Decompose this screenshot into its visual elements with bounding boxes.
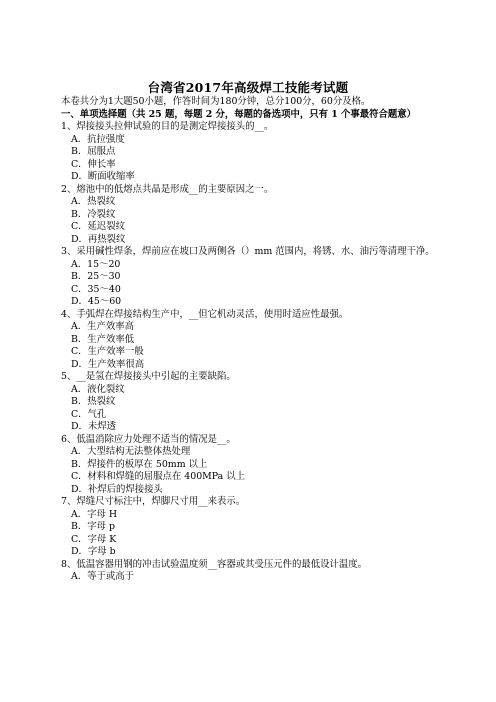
question-text: 4、手弧焊在焊接结构生产中，__但它机动灵活，使用时适应性最强。 (61, 308, 349, 320)
option-c: C．伸长率 (71, 158, 116, 170)
option-d: D．45～60 (71, 296, 122, 307)
section-heading: 一、单项选择题（共 25 题，每题 2 分，每题的备选项中，只有 1 个事最符合题意） (61, 108, 417, 120)
question-text: 6、低温消除应力处理不适当的情况是__。 (61, 433, 236, 445)
option-d: D．补焊后的焊接接头 (71, 483, 163, 495)
option-a: A．生产效率高 (71, 321, 135, 332)
option-d: D．生产效率很高 (71, 358, 145, 370)
option-d: D．再热裂纹 (71, 233, 126, 245)
option-a: A．字母 H (71, 508, 118, 520)
option-a: A．等于或高于 (71, 571, 135, 582)
question-block-3 (61, 246, 436, 309)
option-b: B．热裂纹 (71, 396, 116, 407)
question-block-5 (61, 371, 436, 434)
question-text: 5、__是氢在焊接接头中引起的主要缺陷。 (61, 371, 236, 382)
option-a: A．大型结构无法整体热处理 (71, 446, 191, 457)
question-block-8 (61, 559, 436, 584)
exam-content (61, 96, 436, 584)
option-b: B．字母 p (71, 521, 115, 532)
option-c: C．材料和焊缝的屈服点在 400MPa 以上 (71, 471, 245, 482)
option-b: B．生产效率低 (71, 333, 135, 345)
option-a: A．热裂纹 (71, 196, 116, 207)
option-c: C．生产效率一般 (71, 346, 144, 357)
option-a: A．液化裂纹 (71, 383, 125, 395)
option-b: B．焊接件的板厚在 50mm 以上 (71, 458, 208, 470)
option-c: C．气孔 (71, 408, 107, 420)
question-text: 3、采用碱性焊条，焊前应在坡口及两侧各（）mm 范围内，将锈、水、油污等清理干净。 (61, 246, 435, 257)
option-b: B．屈服点 (71, 146, 116, 157)
option-c: C．字母 K (71, 533, 117, 545)
question-block-7 (61, 496, 436, 559)
question-block-1 (61, 121, 436, 184)
option-b: B．冷裂纹 (71, 208, 116, 220)
exam-intro: 本卷共分为1大题50小题，作答时间为180分钟，总分100分，60分及格。 (61, 96, 371, 107)
option-b: B．25～30 (71, 271, 121, 282)
question-text: 8、低温容器用钢的冲击试验温度须__容器或其受压元件的最低设计温度。 (61, 558, 367, 570)
option-d: D．断面收缩率 (71, 171, 135, 182)
option-c: C．35～40 (71, 283, 121, 295)
option-a: A．15～20 (71, 258, 121, 270)
option-d: D．字母 b (71, 546, 116, 557)
question-text: 2、熔池中的低熔点共晶是形成__的主要原因之一。 (61, 183, 274, 195)
option-d: D．未焊透 (71, 421, 117, 432)
option-c: C．延迟裂纹 (71, 221, 126, 232)
exam-title: 台湾省2017年高级焊工技能考试题 (147, 80, 349, 95)
question-text: 1、焊接接头拉伸试验的目的是测定焊接接头的__。 (61, 121, 274, 132)
question-block-2 (61, 184, 436, 247)
option-a: A．抗拉强度 (71, 133, 125, 145)
question-block-4 (61, 309, 436, 372)
question-text: 7、焊缝尺寸标注中，焊脚尺寸用__来表示。 (61, 496, 246, 507)
question-block-6 (61, 434, 436, 497)
